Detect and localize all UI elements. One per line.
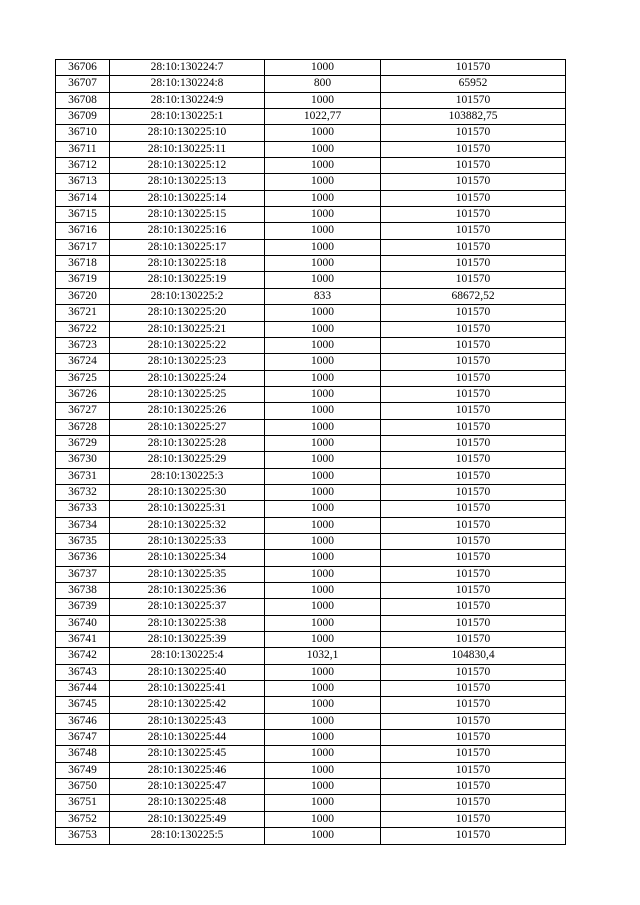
value-cell: 101570 bbox=[381, 697, 566, 713]
row-number-cell: 36717 bbox=[56, 239, 110, 255]
area-cell: 1000 bbox=[265, 207, 381, 223]
row-number-cell: 36750 bbox=[56, 779, 110, 795]
row-number-cell: 36747 bbox=[56, 730, 110, 746]
table-row bbox=[56, 76, 566, 92]
cadastral-number-cell: 28:10:130225:42 bbox=[110, 697, 265, 713]
value-cell: 101570 bbox=[381, 207, 566, 223]
area-cell: 1000 bbox=[265, 354, 381, 370]
cadastral-number-cell: 28:10:130225:23 bbox=[110, 354, 265, 370]
area-cell: 1000 bbox=[265, 484, 381, 500]
cadastral-number-cell: 28:10:130225:2 bbox=[110, 288, 265, 304]
value-cell: 101570 bbox=[381, 779, 566, 795]
row-number-cell: 36713 bbox=[56, 174, 110, 190]
value-cell: 101570 bbox=[381, 92, 566, 108]
table-row bbox=[56, 566, 566, 582]
cadastral-number-cell: 28:10:130225:40 bbox=[110, 664, 265, 680]
table-row bbox=[56, 713, 566, 729]
table-row bbox=[56, 239, 566, 255]
table-row bbox=[56, 60, 566, 76]
row-number-cell: 36736 bbox=[56, 550, 110, 566]
cadastral-number-cell: 28:10:130225:18 bbox=[110, 256, 265, 272]
area-cell: 1000 bbox=[265, 158, 381, 174]
value-cell: 101570 bbox=[381, 828, 566, 844]
cadastral-number-cell: 28:10:130225:36 bbox=[110, 583, 265, 599]
cadastral-number-cell: 28:10:130225:49 bbox=[110, 811, 265, 827]
row-number-cell: 36708 bbox=[56, 92, 110, 108]
table-row bbox=[56, 354, 566, 370]
row-number-cell: 36726 bbox=[56, 386, 110, 402]
row-number-cell: 36751 bbox=[56, 795, 110, 811]
cadastral-number-cell: 28:10:130225:4 bbox=[110, 648, 265, 664]
value-cell: 101570 bbox=[381, 419, 566, 435]
cadastral-number-cell: 28:10:130225:45 bbox=[110, 746, 265, 762]
row-number-cell: 36734 bbox=[56, 517, 110, 533]
table-row bbox=[56, 632, 566, 648]
row-number-cell: 36730 bbox=[56, 452, 110, 468]
table-row bbox=[56, 158, 566, 174]
area-cell: 1000 bbox=[265, 779, 381, 795]
area-cell: 1000 bbox=[265, 468, 381, 484]
table-row bbox=[56, 533, 566, 549]
cadastral-number-cell: 28:10:130225:28 bbox=[110, 435, 265, 451]
cadastral-number-cell: 28:10:130225:19 bbox=[110, 272, 265, 288]
cadastral-number-cell: 28:10:130225:5 bbox=[110, 828, 265, 844]
value-cell: 101570 bbox=[381, 452, 566, 468]
area-cell: 1000 bbox=[265, 681, 381, 697]
area-cell: 1032,1 bbox=[265, 648, 381, 664]
table-row bbox=[56, 583, 566, 599]
value-cell: 68672,52 bbox=[381, 288, 566, 304]
area-cell: 1000 bbox=[265, 419, 381, 435]
value-cell: 101570 bbox=[381, 517, 566, 533]
table-row bbox=[56, 125, 566, 141]
table-row bbox=[56, 174, 566, 190]
cadastral-number-cell: 28:10:130225:31 bbox=[110, 501, 265, 517]
area-cell: 800 bbox=[265, 76, 381, 92]
row-number-cell: 36727 bbox=[56, 403, 110, 419]
row-number-cell: 36735 bbox=[56, 533, 110, 549]
row-number-cell: 36712 bbox=[56, 158, 110, 174]
table-row bbox=[56, 697, 566, 713]
area-cell: 1000 bbox=[265, 828, 381, 844]
cadastral-number-cell: 28:10:130225:13 bbox=[110, 174, 265, 190]
row-number-cell: 36745 bbox=[56, 697, 110, 713]
cadastral-number-cell: 28:10:130225:22 bbox=[110, 337, 265, 353]
value-cell: 101570 bbox=[381, 370, 566, 386]
row-number-cell: 36743 bbox=[56, 664, 110, 680]
row-number-cell: 36744 bbox=[56, 681, 110, 697]
table-row bbox=[56, 746, 566, 762]
table-row bbox=[56, 828, 566, 844]
cadastral-number-cell: 28:10:130225:20 bbox=[110, 305, 265, 321]
value-cell: 101570 bbox=[381, 484, 566, 500]
value-cell: 101570 bbox=[381, 730, 566, 746]
cadastral-number-cell: 28:10:130225:35 bbox=[110, 566, 265, 582]
table-row bbox=[56, 419, 566, 435]
cadastral-number-cell: 28:10:130225:38 bbox=[110, 615, 265, 631]
table-row bbox=[56, 321, 566, 337]
row-number-cell: 36721 bbox=[56, 305, 110, 321]
value-cell: 101570 bbox=[381, 566, 566, 582]
area-cell: 1000 bbox=[265, 174, 381, 190]
table-row bbox=[56, 795, 566, 811]
area-cell: 1000 bbox=[265, 795, 381, 811]
row-number-cell: 36707 bbox=[56, 76, 110, 92]
value-cell: 101570 bbox=[381, 354, 566, 370]
area-cell: 1000 bbox=[265, 223, 381, 239]
area-cell: 1000 bbox=[265, 533, 381, 549]
value-cell: 101570 bbox=[381, 632, 566, 648]
cadastral-number-cell: 28:10:130225:34 bbox=[110, 550, 265, 566]
cadastral-number-cell: 28:10:130225:14 bbox=[110, 190, 265, 206]
cadastral-number-cell: 28:10:130225:27 bbox=[110, 419, 265, 435]
cadastral-number-cell: 28:10:130225:3 bbox=[110, 468, 265, 484]
value-cell: 101570 bbox=[381, 239, 566, 255]
area-cell: 1000 bbox=[265, 811, 381, 827]
area-cell: 1000 bbox=[265, 337, 381, 353]
area-cell: 1000 bbox=[265, 321, 381, 337]
area-cell: 1000 bbox=[265, 566, 381, 582]
table-row bbox=[56, 141, 566, 157]
cadastral-number-cell: 28:10:130224:7 bbox=[110, 60, 265, 76]
row-number-cell: 36714 bbox=[56, 190, 110, 206]
table-row bbox=[56, 435, 566, 451]
row-number-cell: 36725 bbox=[56, 370, 110, 386]
table-row bbox=[56, 109, 566, 125]
area-cell: 1000 bbox=[265, 125, 381, 141]
table-row bbox=[56, 256, 566, 272]
row-number-cell: 36709 bbox=[56, 109, 110, 125]
row-number-cell: 36711 bbox=[56, 141, 110, 157]
area-cell: 1000 bbox=[265, 550, 381, 566]
area-cell: 1000 bbox=[265, 141, 381, 157]
row-number-cell: 36748 bbox=[56, 746, 110, 762]
table-row bbox=[56, 762, 566, 778]
value-cell: 101570 bbox=[381, 158, 566, 174]
table-row bbox=[56, 288, 566, 304]
value-cell: 104830,4 bbox=[381, 648, 566, 664]
table-row bbox=[56, 92, 566, 108]
table-row bbox=[56, 664, 566, 680]
area-cell: 1000 bbox=[265, 501, 381, 517]
cadastral-number-cell: 28:10:130225:24 bbox=[110, 370, 265, 386]
area-cell: 1000 bbox=[265, 92, 381, 108]
table-row bbox=[56, 501, 566, 517]
value-cell: 101570 bbox=[381, 60, 566, 76]
cadastral-number-cell: 28:10:130225:37 bbox=[110, 599, 265, 615]
value-cell: 101570 bbox=[381, 615, 566, 631]
value-cell: 101570 bbox=[381, 305, 566, 321]
area-cell: 1000 bbox=[265, 583, 381, 599]
table-row bbox=[56, 615, 566, 631]
table-row bbox=[56, 468, 566, 484]
value-cell: 101570 bbox=[381, 174, 566, 190]
table-row bbox=[56, 484, 566, 500]
row-number-cell: 36732 bbox=[56, 484, 110, 500]
value-cell: 101570 bbox=[381, 272, 566, 288]
row-number-cell: 36741 bbox=[56, 632, 110, 648]
row-number-cell: 36715 bbox=[56, 207, 110, 223]
area-cell: 1000 bbox=[265, 746, 381, 762]
cadastral-number-cell: 28:10:130225:32 bbox=[110, 517, 265, 533]
row-number-cell: 36739 bbox=[56, 599, 110, 615]
row-number-cell: 36733 bbox=[56, 501, 110, 517]
value-cell: 101570 bbox=[381, 599, 566, 615]
value-cell: 101570 bbox=[381, 795, 566, 811]
row-number-cell: 36729 bbox=[56, 435, 110, 451]
row-number-cell: 36746 bbox=[56, 713, 110, 729]
cadastral-number-cell: 28:10:130225:33 bbox=[110, 533, 265, 549]
cadastral-number-cell: 28:10:130225:47 bbox=[110, 779, 265, 795]
cadastral-number-cell: 28:10:130224:8 bbox=[110, 76, 265, 92]
cadastral-number-cell: 28:10:130225:25 bbox=[110, 386, 265, 402]
row-number-cell: 36742 bbox=[56, 648, 110, 664]
row-number-cell: 36728 bbox=[56, 419, 110, 435]
table-row bbox=[56, 207, 566, 223]
row-number-cell: 36719 bbox=[56, 272, 110, 288]
cadastral-number-cell: 28:10:130225:39 bbox=[110, 632, 265, 648]
area-cell: 1000 bbox=[265, 632, 381, 648]
value-cell: 101570 bbox=[381, 583, 566, 599]
cadastral-number-cell: 28:10:130225:10 bbox=[110, 125, 265, 141]
cadastral-number-cell: 28:10:130225:1 bbox=[110, 109, 265, 125]
area-cell: 1000 bbox=[265, 713, 381, 729]
table-row bbox=[56, 370, 566, 386]
row-number-cell: 36720 bbox=[56, 288, 110, 304]
area-cell: 1000 bbox=[265, 256, 381, 272]
cadastral-number-cell: 28:10:130225:30 bbox=[110, 484, 265, 500]
value-cell: 65952 bbox=[381, 76, 566, 92]
table-row bbox=[56, 452, 566, 468]
value-cell: 101570 bbox=[381, 713, 566, 729]
value-cell: 101570 bbox=[381, 435, 566, 451]
area-cell: 1000 bbox=[265, 435, 381, 451]
area-cell: 833 bbox=[265, 288, 381, 304]
cadastral-number-cell: 28:10:130225:29 bbox=[110, 452, 265, 468]
area-cell: 1000 bbox=[265, 664, 381, 680]
row-number-cell: 36722 bbox=[56, 321, 110, 337]
value-cell: 101570 bbox=[381, 501, 566, 517]
value-cell: 101570 bbox=[381, 403, 566, 419]
row-number-cell: 36752 bbox=[56, 811, 110, 827]
value-cell: 103882,75 bbox=[381, 109, 566, 125]
row-number-cell: 36718 bbox=[56, 256, 110, 272]
table-row bbox=[56, 681, 566, 697]
table-row bbox=[56, 517, 566, 533]
value-cell: 101570 bbox=[381, 681, 566, 697]
cadastral-number-cell: 28:10:130225:12 bbox=[110, 158, 265, 174]
cadastral-number-cell: 28:10:130225:11 bbox=[110, 141, 265, 157]
table-row bbox=[56, 337, 566, 353]
table-row bbox=[56, 599, 566, 615]
area-cell: 1000 bbox=[265, 386, 381, 402]
area-cell: 1000 bbox=[265, 239, 381, 255]
row-number-cell: 36731 bbox=[56, 468, 110, 484]
row-number-cell: 36738 bbox=[56, 583, 110, 599]
value-cell: 101570 bbox=[381, 223, 566, 239]
table-row bbox=[56, 779, 566, 795]
cadastral-number-cell: 28:10:130225:41 bbox=[110, 681, 265, 697]
area-cell: 1000 bbox=[265, 599, 381, 615]
cadastral-number-cell: 28:10:130225:43 bbox=[110, 713, 265, 729]
area-cell: 1000 bbox=[265, 190, 381, 206]
value-cell: 101570 bbox=[381, 337, 566, 353]
row-number-cell: 36753 bbox=[56, 828, 110, 844]
table-row bbox=[56, 386, 566, 402]
area-cell: 1000 bbox=[265, 730, 381, 746]
table-row bbox=[56, 190, 566, 206]
data-table bbox=[55, 59, 566, 845]
area-cell: 1000 bbox=[265, 305, 381, 321]
area-cell: 1000 bbox=[265, 452, 381, 468]
table-row bbox=[56, 730, 566, 746]
area-cell: 1022,77 bbox=[265, 109, 381, 125]
cadastral-number-cell: 28:10:130225:17 bbox=[110, 239, 265, 255]
value-cell: 101570 bbox=[381, 746, 566, 762]
value-cell: 101570 bbox=[381, 762, 566, 778]
value-cell: 101570 bbox=[381, 386, 566, 402]
table-row bbox=[56, 272, 566, 288]
cadastral-number-cell: 28:10:130225:26 bbox=[110, 403, 265, 419]
cadastral-number-cell: 28:10:130225:15 bbox=[110, 207, 265, 223]
value-cell: 101570 bbox=[381, 664, 566, 680]
row-number-cell: 36706 bbox=[56, 60, 110, 76]
value-cell: 101570 bbox=[381, 190, 566, 206]
table-row bbox=[56, 648, 566, 664]
table-row bbox=[56, 550, 566, 566]
row-number-cell: 36710 bbox=[56, 125, 110, 141]
value-cell: 101570 bbox=[381, 550, 566, 566]
table-row bbox=[56, 811, 566, 827]
cadastral-number-cell: 28:10:130225:48 bbox=[110, 795, 265, 811]
cadastral-number-cell: 28:10:130225:46 bbox=[110, 762, 265, 778]
area-cell: 1000 bbox=[265, 370, 381, 386]
cadastral-number-cell: 28:10:130225:44 bbox=[110, 730, 265, 746]
row-number-cell: 36737 bbox=[56, 566, 110, 582]
value-cell: 101570 bbox=[381, 533, 566, 549]
row-number-cell: 36723 bbox=[56, 337, 110, 353]
row-number-cell: 36724 bbox=[56, 354, 110, 370]
table-row bbox=[56, 403, 566, 419]
row-number-cell: 36716 bbox=[56, 223, 110, 239]
area-cell: 1000 bbox=[265, 272, 381, 288]
area-cell: 1000 bbox=[265, 762, 381, 778]
area-cell: 1000 bbox=[265, 517, 381, 533]
table-body bbox=[56, 60, 566, 845]
cadastral-number-cell: 28:10:130225:16 bbox=[110, 223, 265, 239]
area-cell: 1000 bbox=[265, 60, 381, 76]
value-cell: 101570 bbox=[381, 321, 566, 337]
table-row bbox=[56, 223, 566, 239]
area-cell: 1000 bbox=[265, 615, 381, 631]
area-cell: 1000 bbox=[265, 403, 381, 419]
value-cell: 101570 bbox=[381, 811, 566, 827]
cadastral-number-cell: 28:10:130224:9 bbox=[110, 92, 265, 108]
row-number-cell: 36749 bbox=[56, 762, 110, 778]
value-cell: 101570 bbox=[381, 125, 566, 141]
cadastral-number-cell: 28:10:130225:21 bbox=[110, 321, 265, 337]
row-number-cell: 36740 bbox=[56, 615, 110, 631]
value-cell: 101570 bbox=[381, 256, 566, 272]
value-cell: 101570 bbox=[381, 468, 566, 484]
table-row bbox=[56, 305, 566, 321]
value-cell: 101570 bbox=[381, 141, 566, 157]
area-cell: 1000 bbox=[265, 697, 381, 713]
